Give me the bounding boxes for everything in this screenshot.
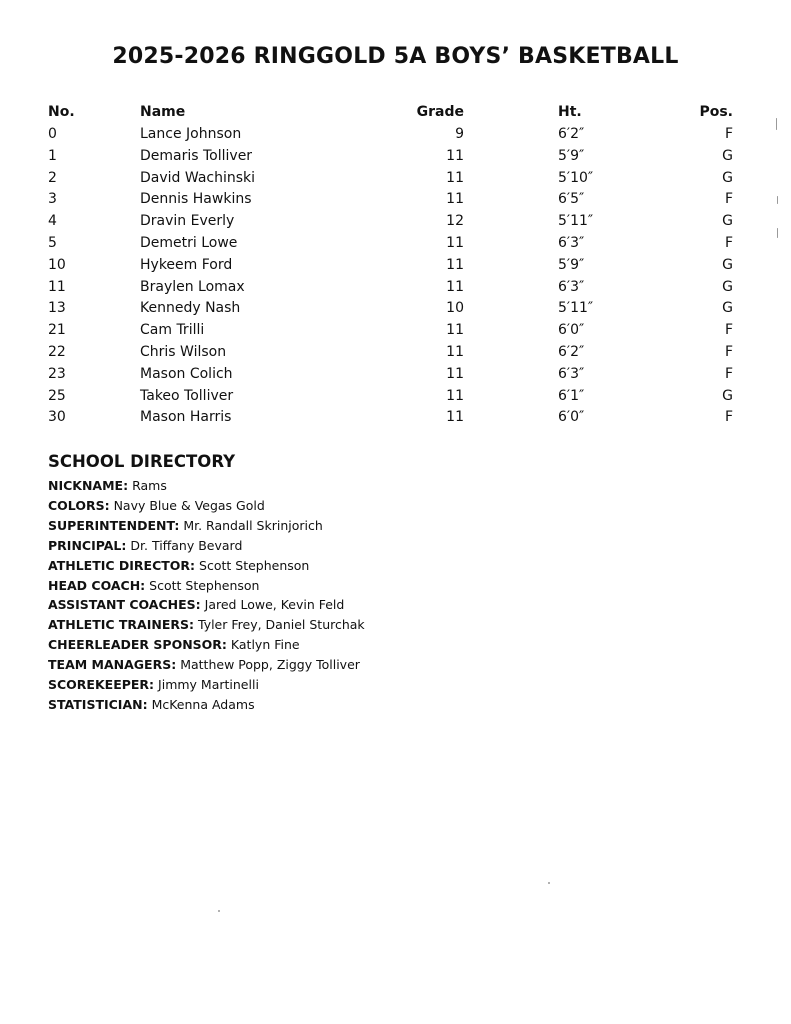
player-position: F [724, 365, 733, 382]
player-position: G [722, 300, 733, 317]
directory-value: Matthew Popp, Ziggy Tolliver [180, 657, 360, 673]
player-number: 23 [48, 365, 66, 382]
page-title: 2025-2026 RINGGOLD 5A BOYS’ BASKETBALL [112, 44, 679, 69]
player-name: Braylen Lomax [140, 278, 245, 295]
table-row [48, 364, 748, 386]
player-number: 3 [48, 191, 57, 208]
scan-speck [218, 910, 220, 912]
player-grade: 11 [446, 278, 464, 295]
header-position: Pos. [699, 104, 733, 120]
directory-value: McKenna Adams [151, 696, 255, 712]
header-no: No. [48, 104, 75, 120]
player-number: 13 [48, 300, 66, 317]
directory-label: HEAD COACH: [48, 577, 146, 593]
scan-speck [548, 882, 550, 884]
directory-value: Dr. Tiffany Bevard [130, 537, 243, 553]
table-row [48, 168, 748, 190]
player-number: 0 [48, 126, 57, 142]
directory-entry [48, 635, 648, 655]
directory-value: Navy Blue & Vegas Gold [113, 497, 265, 513]
player-number: 11 [48, 278, 66, 295]
player-position: F [724, 409, 733, 426]
player-grade: 11 [446, 387, 464, 404]
directory-entry [48, 516, 648, 536]
directory-label: COLORS: [48, 497, 110, 513]
player-name: Demetri Lowe [140, 234, 238, 251]
player-height: 6′1″ [558, 387, 585, 404]
player-height: 5′9″ [558, 147, 585, 164]
table-row [48, 189, 748, 211]
table-row [48, 320, 748, 342]
directory-value: Rams [132, 478, 167, 493]
table-row [48, 342, 748, 364]
player-position: F [724, 126, 733, 142]
directory-entry [48, 695, 648, 715]
directory-value: Tyler Frey, Daniel Sturchak [198, 617, 365, 633]
player-grade: 11 [446, 191, 464, 208]
player-height: 5′9″ [558, 256, 585, 273]
player-name: Hykeem Ford [140, 256, 233, 273]
player-height: 6′0″ [558, 322, 585, 339]
roster-table [48, 102, 748, 429]
player-height: 6′5″ [558, 191, 585, 208]
table-row [48, 407, 748, 429]
player-grade: 11 [446, 234, 464, 251]
player-height: 6′3″ [558, 234, 585, 251]
directory-label: ASSISTANT COACHES: [48, 597, 201, 613]
directory-entry [48, 675, 648, 695]
directory-entry [48, 615, 648, 635]
player-name: Chris Wilson [140, 343, 227, 360]
directory-label: SUPERINTENDENT: [48, 517, 180, 533]
player-number: 21 [48, 322, 66, 339]
player-grade: 12 [446, 213, 464, 230]
header-name: Name [140, 104, 186, 120]
player-height: 6′2″ [558, 126, 585, 142]
player-height: 5′11″ [558, 213, 594, 230]
directory-entry [48, 576, 648, 596]
table-row [48, 211, 748, 233]
player-height: 6′3″ [558, 365, 585, 382]
directory-value: Jared Lowe, Kevin Feld [204, 597, 345, 613]
player-name: Kennedy Nash [140, 300, 241, 317]
table-row [48, 124, 748, 146]
scan-speck [777, 228, 778, 238]
table-row [48, 277, 748, 299]
table-row [48, 146, 748, 168]
directory-label: ATHLETIC TRAINERS: [48, 617, 195, 633]
directory-label: ATHLETIC DIRECTOR: [48, 557, 196, 573]
player-grade: 11 [446, 147, 464, 164]
scan-speck [776, 118, 777, 130]
player-name: Takeo Tolliver [140, 387, 234, 404]
player-grade: 11 [446, 169, 464, 186]
directory-value: Jimmy Martinelli [158, 677, 259, 693]
player-position: G [722, 213, 733, 230]
player-grade: 11 [446, 322, 464, 339]
player-height: 6′3″ [558, 278, 585, 295]
player-number: 30 [48, 409, 66, 426]
player-name: Demaris Tolliver [140, 147, 253, 164]
player-number: 22 [48, 343, 66, 360]
player-name: David Wachinski [140, 169, 256, 186]
directory-label: CHEERLEADER SPONSOR: [48, 637, 227, 653]
directory-value: Scott Stephenson [149, 577, 260, 593]
player-grade: 9 [455, 126, 464, 142]
player-height: 6′2″ [558, 343, 585, 360]
roster-body [48, 124, 748, 429]
player-position: F [724, 234, 733, 251]
player-grade: 11 [446, 409, 464, 426]
player-number: 5 [48, 234, 57, 251]
table-row [48, 298, 748, 320]
player-position: F [724, 191, 733, 208]
directory-list [48, 476, 648, 715]
directory-entry [48, 536, 648, 556]
header-height: Ht. [558, 104, 582, 120]
player-grade: 11 [446, 343, 464, 360]
player-grade: 10 [446, 300, 464, 317]
player-grade: 11 [446, 365, 464, 382]
player-number: 2 [48, 169, 57, 186]
directory-entry [48, 655, 648, 675]
player-name: Cam Trilli [140, 322, 205, 339]
directory-label: PRINCIPAL: [48, 537, 127, 553]
directory-value: Scott Stephenson [199, 557, 310, 573]
directory-label: STATISTICIAN: [48, 696, 148, 712]
directory-value: Mr. Randall Skrinjorich [183, 517, 323, 533]
player-position: G [722, 256, 733, 273]
directory-label: TEAM MANAGERS: [48, 657, 177, 673]
player-position: G [722, 278, 733, 295]
player-position: F [724, 343, 733, 360]
player-position: G [722, 387, 733, 404]
roster-header-row [48, 102, 748, 124]
player-number: 10 [48, 256, 66, 273]
player-name: Dennis Hawkins [140, 191, 252, 208]
header-grade: Grade [416, 104, 464, 120]
directory-value: Katlyn Fine [230, 637, 300, 653]
directory-entry [48, 556, 648, 576]
player-number: 4 [48, 213, 57, 230]
directory-label: SCOREKEEPER: [48, 677, 155, 693]
table-row [48, 233, 748, 255]
player-height: 5′10″ [558, 169, 594, 186]
directory-entry [48, 595, 648, 615]
table-row [48, 386, 748, 408]
table-row [48, 255, 748, 277]
directory-entry [48, 476, 648, 496]
scan-speck [777, 196, 778, 204]
school-directory [48, 451, 648, 715]
player-name: Dravin Everly [140, 213, 235, 230]
directory-entry [48, 496, 648, 516]
player-position: G [722, 147, 733, 164]
player-name: Lance Johnson [140, 126, 242, 142]
player-number: 25 [48, 387, 66, 404]
player-name: Mason Colich [140, 365, 233, 382]
directory-label: NICKNAME: [48, 478, 129, 493]
player-name: Mason Harris [140, 409, 232, 426]
player-grade: 11 [446, 256, 464, 273]
player-position: G [722, 169, 733, 186]
directory-title: SCHOOL DIRECTORY [48, 452, 236, 471]
player-height: 6′0″ [558, 409, 585, 426]
player-number: 1 [48, 147, 57, 164]
player-position: F [724, 322, 733, 339]
player-height: 5′11″ [558, 300, 594, 317]
